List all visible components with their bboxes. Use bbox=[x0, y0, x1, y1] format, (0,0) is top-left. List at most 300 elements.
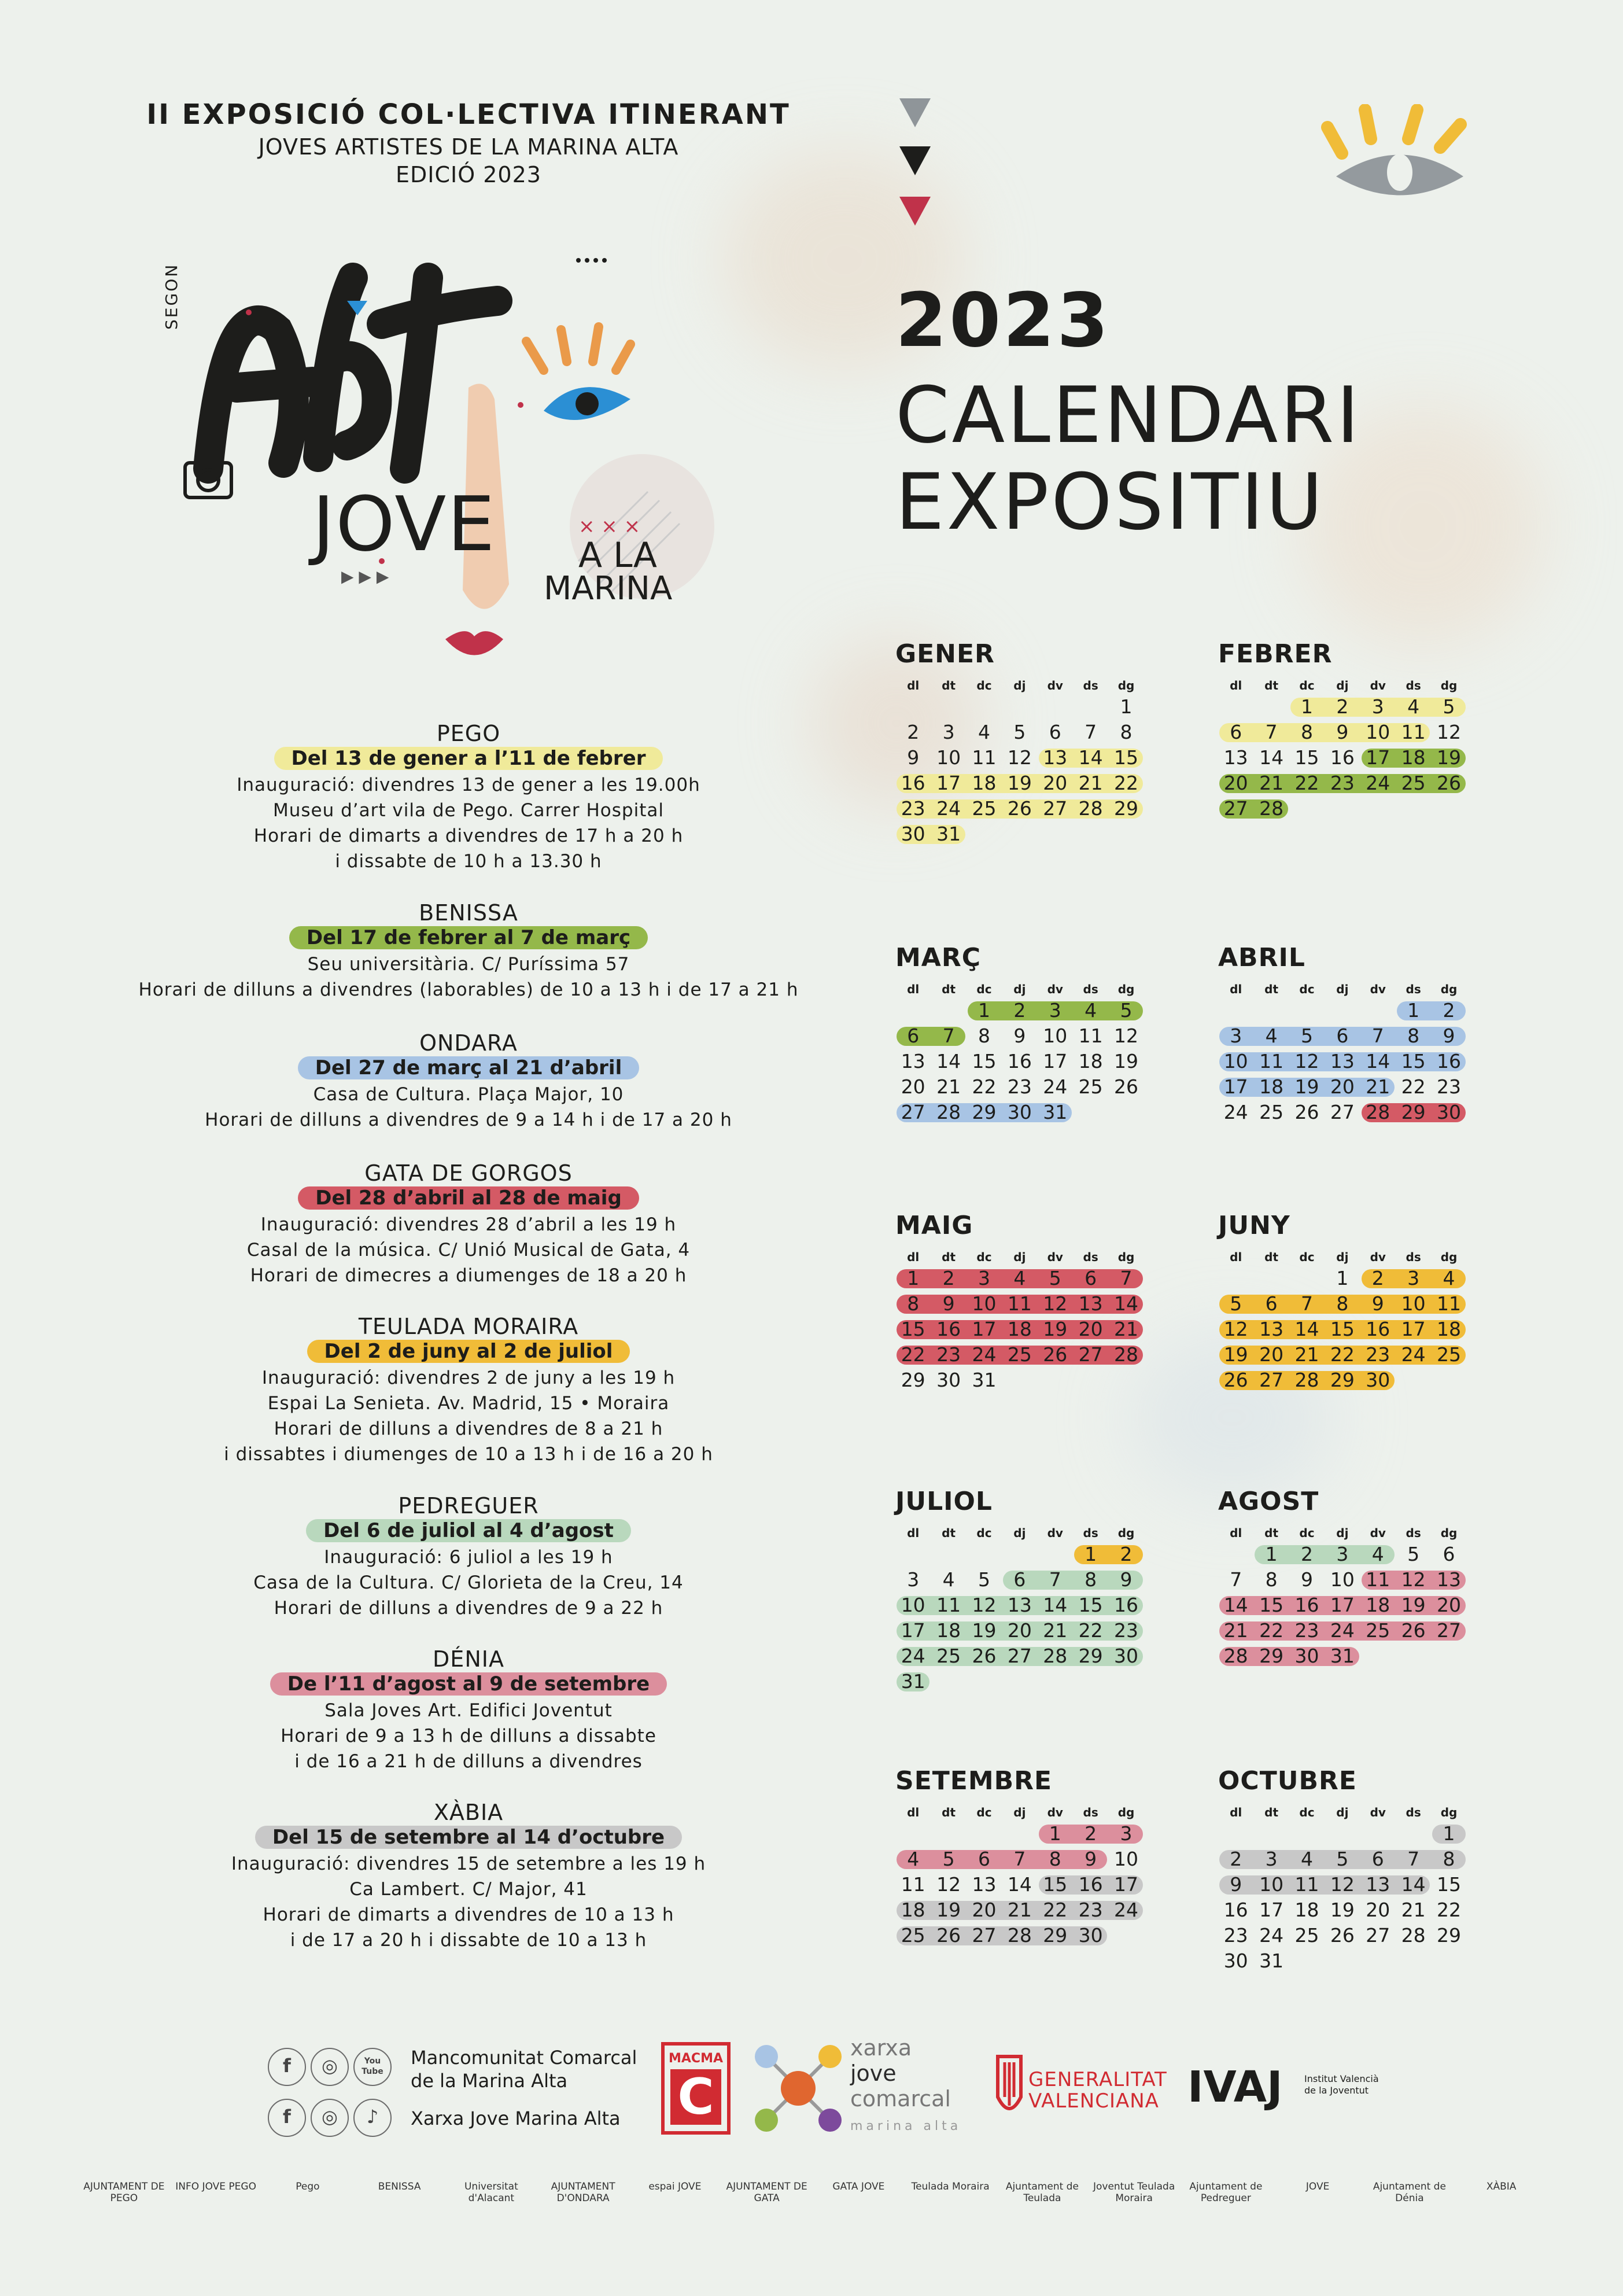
calendar-day: 22 bbox=[972, 1075, 997, 1098]
weekday-label: dg bbox=[1117, 1250, 1135, 1264]
calendar-day: 16 bbox=[936, 1318, 961, 1340]
logo-segon: SEGON bbox=[162, 263, 181, 330]
week-row bbox=[895, 1342, 1150, 1368]
sponsor-logo: Ajuntament de Pedreguer bbox=[1189, 2181, 1263, 2204]
venue-dates: Del 27 de març al 21 d’abril bbox=[298, 1056, 640, 1079]
calendar-day: 2 bbox=[942, 1267, 955, 1289]
month-setembre bbox=[895, 1766, 1150, 1948]
calendar-day: 18 bbox=[1366, 1594, 1390, 1616]
calendar-day: 8 bbox=[1085, 1568, 1097, 1591]
month-name: GENER bbox=[895, 639, 995, 669]
calendar-day: 8 bbox=[907, 1292, 920, 1315]
calendar-day: 24 bbox=[972, 1343, 997, 1366]
weekday-label: dv bbox=[1047, 1250, 1063, 1264]
instagram-icon[interactable]: ◎ bbox=[311, 2099, 349, 2137]
week-row bbox=[1218, 796, 1473, 821]
calendar-day-empty bbox=[895, 1821, 931, 1847]
calendar-day: 14 bbox=[1078, 746, 1103, 769]
venue-benissa bbox=[0, 900, 937, 1003]
calendar-day: 5 bbox=[1120, 999, 1133, 1022]
week-row bbox=[1218, 1100, 1473, 1125]
week-row bbox=[1218, 1847, 1473, 1872]
calendar-day: 20 bbox=[1078, 1318, 1103, 1340]
sponsor-logo: XÀBIA bbox=[1486, 2181, 1517, 2192]
month-octubre bbox=[1218, 1766, 1473, 1974]
calendar-day: 11 bbox=[1366, 1568, 1390, 1591]
calendar-day: 21 bbox=[936, 1075, 961, 1098]
calendar-day-empty bbox=[1002, 1669, 1037, 1694]
weekday-label: dt bbox=[942, 982, 956, 996]
calendar-day: 20 bbox=[1437, 1594, 1462, 1616]
month-name: JULIOL bbox=[895, 1487, 993, 1516]
sponsor-logo: JOVE bbox=[1305, 2181, 1330, 2192]
calendar-day: 24 bbox=[1223, 1101, 1248, 1123]
calendar-day: 11 bbox=[1007, 1292, 1032, 1315]
week-row bbox=[1218, 694, 1473, 720]
calendar-day: 29 bbox=[1078, 1645, 1103, 1667]
week-row bbox=[1218, 1821, 1473, 1847]
calendar-day: 17 bbox=[1259, 1899, 1284, 1921]
calendar-day: 23 bbox=[1330, 772, 1355, 794]
sponsor-logo: AJUNTAMENT DE PEGO bbox=[83, 2181, 165, 2204]
calendar-day: 11 bbox=[1294, 1873, 1319, 1896]
calendar-day: 25 bbox=[972, 797, 997, 820]
calendar-day: 24 bbox=[1114, 1899, 1139, 1921]
calendar-day-empty bbox=[931, 998, 966, 1023]
xarxa-word-2: jove bbox=[850, 2061, 897, 2086]
calendar-day-empty bbox=[1289, 1948, 1325, 1974]
calendar-day: 4 bbox=[942, 1568, 955, 1591]
calendar-day: 12 bbox=[1007, 746, 1032, 769]
calendar-day: 25 bbox=[1007, 1343, 1032, 1366]
calendar-day: 9 bbox=[1371, 1292, 1384, 1315]
calendar-day: 14 bbox=[1223, 1594, 1248, 1616]
calendar-day: 31 bbox=[972, 1369, 997, 1391]
calendar-day: 9 bbox=[1013, 1024, 1026, 1047]
week-row bbox=[1218, 1923, 1473, 1948]
sponsor-logo: AJUNTAMENT DE GATA bbox=[726, 2181, 807, 2204]
weekday-label: dj bbox=[1336, 1250, 1349, 1264]
calendar-day: 23 bbox=[1078, 1899, 1103, 1921]
weekday-label: dt bbox=[1264, 679, 1279, 692]
week-row bbox=[895, 1897, 1150, 1923]
calendar-day: 19 bbox=[1114, 1050, 1139, 1073]
xarxa-word-3: comarcal bbox=[850, 2086, 951, 2111]
weekday-label: dc bbox=[1299, 982, 1315, 996]
calendar-day: 28 bbox=[1223, 1645, 1248, 1667]
week-row bbox=[1218, 1872, 1473, 1897]
calendar-day: 4 bbox=[907, 1848, 920, 1870]
calendar-day-empty bbox=[1360, 1643, 1396, 1669]
calendar-day: 8 bbox=[978, 1024, 990, 1047]
week-row bbox=[1218, 1567, 1473, 1593]
weekday-label: dg bbox=[1440, 1805, 1458, 1819]
week-row bbox=[895, 1049, 1150, 1074]
venue-detail: Casa de la Cultura. C/ Glorieta de la Creu, 14 bbox=[253, 1572, 684, 1593]
calendar-day: 9 bbox=[1443, 1024, 1455, 1047]
calendar-day: 10 bbox=[972, 1292, 997, 1315]
calendar-day: 20 bbox=[1259, 1343, 1284, 1366]
week-row bbox=[895, 1368, 1150, 1393]
calendar-day: 21 bbox=[1259, 772, 1284, 794]
calendar-day-empty bbox=[931, 1669, 966, 1694]
calendar-day-empty bbox=[1396, 796, 1431, 821]
calendar-day: 3 bbox=[978, 1267, 990, 1289]
calendar-day: 25 bbox=[1259, 1101, 1284, 1123]
calendar-day: 6 bbox=[1371, 1848, 1384, 1870]
calendar-day: 17 bbox=[1223, 1075, 1248, 1098]
calendar-day-empty bbox=[1396, 1368, 1431, 1393]
venue-denia bbox=[0, 1646, 937, 1774]
calendar-day: 8 bbox=[1120, 721, 1133, 743]
calendar-day: 15 bbox=[1401, 1050, 1426, 1073]
weekday-label: dl bbox=[1230, 1805, 1242, 1819]
calendar-day: 1 bbox=[1265, 1543, 1278, 1565]
calendar-day: 17 bbox=[1043, 1050, 1068, 1073]
calendar-day-empty bbox=[967, 694, 1002, 720]
logo-a-la: A LA bbox=[578, 535, 657, 576]
calendar-day: 21 bbox=[1366, 1075, 1390, 1098]
calendar-day: 17 bbox=[1401, 1318, 1426, 1340]
month-name: OCTUBRE bbox=[1218, 1766, 1357, 1796]
sponsor-logo: GATA JOVE bbox=[832, 2181, 885, 2192]
calendar-day: 23 bbox=[1007, 1075, 1032, 1098]
weekday-label: dc bbox=[976, 982, 992, 996]
weekday-header bbox=[895, 981, 1150, 998]
calendar-day: 3 bbox=[1120, 1822, 1133, 1845]
week-row bbox=[895, 1074, 1150, 1100]
calendar-day: 26 bbox=[972, 1645, 997, 1667]
weekday-label: ds bbox=[1406, 982, 1421, 996]
calendar-day: 22 bbox=[1294, 772, 1319, 794]
calendar-day: 7 bbox=[1265, 721, 1278, 743]
facebook-icon[interactable]: f bbox=[268, 2099, 306, 2137]
calendar-day: 8 bbox=[1265, 1568, 1278, 1591]
calendar-day: 16 bbox=[1330, 746, 1355, 769]
venue-detail: Casal de la música. C/ Unió Musical de Gata, 4 bbox=[246, 1240, 691, 1261]
calendar-day-empty bbox=[895, 1542, 931, 1567]
calendar-day: 21 bbox=[1294, 1343, 1319, 1366]
calendar-day: 20 bbox=[1007, 1619, 1032, 1642]
art-jove-logo bbox=[162, 214, 729, 688]
calendar-day: 15 bbox=[1330, 1318, 1355, 1340]
calendar-day: 4 bbox=[978, 721, 990, 743]
weekday-header bbox=[1218, 1248, 1473, 1266]
venue-detail: Horari de dimarts a divendres de 17 h a 20 h bbox=[253, 825, 684, 846]
calendar-day: 2 bbox=[1443, 999, 1455, 1022]
calendar-day: 3 bbox=[1230, 1024, 1242, 1047]
calendar-day: 9 bbox=[1300, 1568, 1313, 1591]
exhibition-subtitle: JOVES ARTISTES DE LA MARINA ALTA bbox=[258, 134, 679, 160]
venue-pego bbox=[0, 720, 937, 874]
weekday-header bbox=[895, 1524, 1150, 1542]
week-row bbox=[1218, 1643, 1473, 1669]
weekday-label: dt bbox=[1264, 1805, 1279, 1819]
facebook-icon[interactable]: f bbox=[268, 2048, 306, 2086]
calendar-day: 10 bbox=[901, 1594, 925, 1616]
weekday-label: dl bbox=[907, 1526, 920, 1540]
calendar-day: 2 bbox=[1013, 999, 1026, 1022]
calendar-day: 19 bbox=[1294, 1075, 1319, 1098]
calendar-day: 29 bbox=[1259, 1645, 1284, 1667]
calendar-day: 11 bbox=[936, 1594, 961, 1616]
calendar-day-empty bbox=[967, 821, 1002, 847]
calendar-day: 3 bbox=[907, 1568, 920, 1591]
weekday-label: dc bbox=[976, 1526, 992, 1540]
calendar-day: 4 bbox=[1371, 1543, 1384, 1565]
calendar-day: 31 bbox=[1043, 1101, 1068, 1123]
venue-detail: Inauguració: divendres 2 de juny a les 19 h bbox=[261, 1368, 676, 1388]
calendar-day: 1 bbox=[1300, 695, 1313, 718]
calendar-day: 20 bbox=[1223, 772, 1248, 794]
week-row bbox=[895, 1567, 1150, 1593]
venue-detail: Horari de dilluns a divendres (laborables) de 10 a 13 h i de 17 a 21 h bbox=[138, 979, 799, 1000]
xarxa-jove-network-icon bbox=[749, 2039, 847, 2137]
calendar-day: 9 bbox=[1230, 1873, 1242, 1896]
calendar-day: 18 bbox=[1294, 1899, 1319, 1921]
week-row bbox=[1218, 1317, 1473, 1342]
calendar-day-empty bbox=[1002, 694, 1037, 720]
calendar-day: 27 bbox=[1366, 1924, 1390, 1947]
calendar-day: 9 bbox=[1120, 1568, 1133, 1591]
calendar-day: 2 bbox=[1085, 1822, 1097, 1845]
calendar-day: 5 bbox=[942, 1848, 955, 1870]
weekday-label: dg bbox=[1440, 982, 1458, 996]
venue-detail: i dissabte de 10 h a 13.30 h bbox=[335, 851, 602, 872]
calendar-day-empty bbox=[1038, 1368, 1073, 1393]
week-row bbox=[895, 1266, 1150, 1291]
calendar-day: 1 bbox=[1336, 1267, 1349, 1289]
calendar-day: 16 bbox=[1437, 1050, 1462, 1073]
venue-detail: i de 17 a 20 h i dissabte de 10 a 13 h bbox=[290, 1930, 647, 1951]
calendar-day: 10 bbox=[1259, 1873, 1284, 1896]
calendar-day: 31 bbox=[1330, 1645, 1355, 1667]
calendar-day-empty bbox=[1038, 821, 1073, 847]
calendar-day: 3 bbox=[1407, 1267, 1420, 1289]
calendar-day: 14 bbox=[1401, 1873, 1426, 1896]
logo-marina: MARINA bbox=[544, 570, 673, 607]
calendar-day: 18 bbox=[901, 1899, 925, 1921]
calendar-day: 10 bbox=[936, 746, 961, 769]
calendar-day-empty bbox=[1108, 1368, 1144, 1393]
logo-arrows: ▶ ▶ ▶ bbox=[341, 567, 389, 586]
calendar-day: 27 bbox=[1437, 1619, 1462, 1642]
calendar-day: 27 bbox=[901, 1101, 925, 1123]
weekday-label: dv bbox=[1047, 1805, 1063, 1819]
calendar-day: 24 bbox=[1043, 1075, 1068, 1098]
calendar-day-empty bbox=[1360, 1821, 1396, 1847]
calendar-day: 22 bbox=[1259, 1619, 1284, 1642]
calendar-day-empty bbox=[895, 998, 931, 1023]
calendar-day: 28 bbox=[1043, 1645, 1068, 1667]
weekday-label: dc bbox=[976, 679, 992, 692]
calendar-day: 21 bbox=[1114, 1318, 1139, 1340]
calendar-day: 6 bbox=[1085, 1267, 1097, 1289]
calendar-day: 31 bbox=[901, 1670, 925, 1693]
calendar-day: 13 bbox=[1078, 1292, 1103, 1315]
mancomunitat-line-1: Mancomunitat Comarcal bbox=[411, 2047, 637, 2069]
triangle-icon-grey bbox=[899, 98, 931, 127]
weekday-label: dv bbox=[1370, 982, 1386, 996]
sponsor-logo: Universitat d'Alacant bbox=[464, 2181, 518, 2204]
calendar-day: 5 bbox=[1300, 1024, 1313, 1047]
weekday-header bbox=[895, 677, 1150, 694]
calendar-day: 23 bbox=[1114, 1619, 1139, 1642]
calendar-day-empty bbox=[931, 1821, 966, 1847]
triangle-icon-red bbox=[899, 197, 931, 226]
calendar-day: 18 bbox=[1401, 746, 1426, 769]
calendar-day: 14 bbox=[1114, 1292, 1139, 1315]
calendar-day: 1 bbox=[907, 1267, 920, 1289]
calendar-day: 27 bbox=[972, 1924, 997, 1947]
weekday-label: dc bbox=[976, 1805, 992, 1819]
calendar-day: 20 bbox=[901, 1075, 925, 1098]
week-row bbox=[895, 1847, 1150, 1872]
calendar-day: 30 bbox=[1007, 1101, 1032, 1123]
tiktok-icon[interactable]: ♪ bbox=[353, 2099, 392, 2137]
venue-detail: Casa de Cultura. Plaça Major, 10 bbox=[313, 1084, 624, 1105]
calendar-day: 11 bbox=[1259, 1050, 1284, 1073]
venue-detail: Sala Joves Art. Edifici Joventut bbox=[324, 1700, 613, 1721]
triangle-icon-black bbox=[899, 146, 931, 175]
calendar-day: 1 bbox=[1120, 695, 1133, 718]
calendar-day: 4 bbox=[1407, 695, 1420, 718]
calendar-day: 22 bbox=[1078, 1619, 1103, 1642]
calendar-day: 8 bbox=[1336, 1292, 1349, 1315]
calendar-day: 7 bbox=[1120, 1267, 1133, 1289]
weekday-header bbox=[895, 1804, 1150, 1821]
weekday-header bbox=[1218, 677, 1473, 694]
calendar-day: 12 bbox=[1401, 1568, 1426, 1591]
weekday-label: dv bbox=[1047, 679, 1063, 692]
calendar-day: 26 bbox=[1043, 1343, 1068, 1366]
month-juny bbox=[1218, 1211, 1473, 1393]
calendar-day-empty bbox=[967, 1821, 1002, 1847]
calendar-day: 30 bbox=[1114, 1645, 1139, 1667]
week-row bbox=[1218, 1542, 1473, 1567]
week-row bbox=[895, 1317, 1150, 1342]
calendar-day: 25 bbox=[1294, 1924, 1319, 1947]
calendar-day: 26 bbox=[1223, 1369, 1248, 1391]
month-març bbox=[895, 943, 1150, 1125]
lips-icon bbox=[445, 631, 503, 655]
week-row bbox=[1218, 1074, 1473, 1100]
calendar-day: 4 bbox=[1013, 1267, 1026, 1289]
week-row bbox=[895, 821, 1150, 847]
calendar-day: 3 bbox=[1371, 695, 1384, 718]
month-name: JUNY bbox=[1218, 1211, 1290, 1240]
calendar-day-empty bbox=[967, 1542, 1002, 1567]
calendar-day: 12 bbox=[1437, 721, 1462, 743]
calendar-day: 14 bbox=[936, 1050, 961, 1073]
weekday-label: ds bbox=[1406, 1250, 1421, 1264]
calendar-day-empty bbox=[1360, 796, 1396, 821]
week-row bbox=[895, 1821, 1150, 1847]
venue-detail: Horari de dimecres a diumenges de 18 a 20 h bbox=[250, 1265, 687, 1286]
sponsor-logo: espai JOVE bbox=[648, 2181, 702, 2192]
calendar-day: 19 bbox=[936, 1899, 961, 1921]
calendar-day: 23 bbox=[936, 1343, 961, 1366]
venue-city: PEGO bbox=[436, 721, 501, 746]
venue-detail: Horari de dilluns a divendres de 8 a 21 h bbox=[274, 1418, 663, 1439]
calendar-day: 21 bbox=[1078, 772, 1103, 794]
calendar-day: 19 bbox=[972, 1619, 997, 1642]
week-row bbox=[1218, 745, 1473, 771]
calendar-day: 6 bbox=[1230, 721, 1242, 743]
calendar-day: 29 bbox=[1043, 1924, 1068, 1947]
weekday-label: dt bbox=[942, 1805, 956, 1819]
venue-dates: Del 13 de gener a l’11 de febrer bbox=[274, 747, 663, 770]
calendar-day: 11 bbox=[1401, 721, 1426, 743]
calendar-day: 5 bbox=[1049, 1267, 1061, 1289]
month-agost bbox=[1218, 1487, 1473, 1669]
calendar-day: 24 bbox=[1401, 1343, 1426, 1366]
calendar-day-empty bbox=[1218, 1542, 1253, 1567]
venue-city: BENISSA bbox=[419, 900, 518, 926]
calendar-day: 18 bbox=[972, 772, 997, 794]
calendar-day: 31 bbox=[936, 823, 961, 845]
weekday-label: dc bbox=[1299, 1805, 1315, 1819]
calendar-day: 28 bbox=[1401, 1924, 1426, 1947]
weekday-label: dc bbox=[1299, 1250, 1315, 1264]
weekday-label: dv bbox=[1370, 679, 1386, 692]
calendar-day: 13 bbox=[901, 1050, 925, 1073]
sponsor-logo: Ajuntament de Dénia bbox=[1373, 2181, 1446, 2204]
calendar-day: 1 bbox=[978, 999, 990, 1022]
month-juliol bbox=[895, 1487, 1150, 1694]
instagram-icon[interactable]: ◎ bbox=[311, 2048, 349, 2086]
week-row bbox=[895, 1291, 1150, 1317]
weekday-label: dc bbox=[1299, 1526, 1315, 1540]
title-line-1: CALENDARI bbox=[895, 370, 1362, 460]
youtube-icon[interactable]: You Tube bbox=[353, 2048, 392, 2086]
weekday-header bbox=[1218, 1804, 1473, 1821]
title-line-2: EXPOSITIU bbox=[895, 457, 1325, 547]
calendar-day: 4 bbox=[1265, 1024, 1278, 1047]
weekday-label: dg bbox=[1440, 1526, 1458, 1540]
week-row bbox=[1218, 771, 1473, 796]
week-row bbox=[1218, 1593, 1473, 1618]
calendar-day: 25 bbox=[1078, 1075, 1103, 1098]
calendar-day: 7 bbox=[1407, 1848, 1420, 1870]
weekday-label: dt bbox=[1264, 982, 1279, 996]
calendar-day: 16 bbox=[1007, 1050, 1032, 1073]
venue-detail: Horari de dimarts a divendres de 10 a 13 h bbox=[263, 1904, 674, 1925]
calendar-day: 14 bbox=[1294, 1318, 1319, 1340]
generalitat-shield-icon bbox=[992, 2051, 1027, 2126]
calendar-day: 16 bbox=[1114, 1594, 1139, 1616]
calendar-day: 7 bbox=[1013, 1848, 1026, 1870]
calendar-day-empty bbox=[895, 694, 931, 720]
calendar-day: 26 bbox=[1437, 772, 1462, 794]
venue-city: PEDREGUER bbox=[398, 1493, 539, 1519]
calendar-day: 21 bbox=[1007, 1899, 1032, 1921]
macma-letter: C bbox=[670, 2069, 721, 2125]
calendar-day: 3 bbox=[1336, 1543, 1349, 1565]
weekday-label: dg bbox=[1440, 1250, 1458, 1264]
calendar-day: 14 bbox=[1007, 1873, 1032, 1896]
venue-detail: Inauguració: 6 juliol a les 19 h bbox=[324, 1547, 613, 1568]
calendar-day: 26 bbox=[936, 1924, 961, 1947]
calendar-day: 15 bbox=[1043, 1873, 1068, 1896]
calendar-day: 5 bbox=[1336, 1848, 1349, 1870]
calendar-day-empty bbox=[1108, 821, 1144, 847]
calendar-day: 4 bbox=[1443, 1267, 1455, 1289]
calendar-day-empty bbox=[1431, 1368, 1466, 1393]
calendar-day: 4 bbox=[1300, 1848, 1313, 1870]
calendar-day: 16 bbox=[1223, 1899, 1248, 1921]
calendar-day-empty bbox=[1396, 1643, 1431, 1669]
